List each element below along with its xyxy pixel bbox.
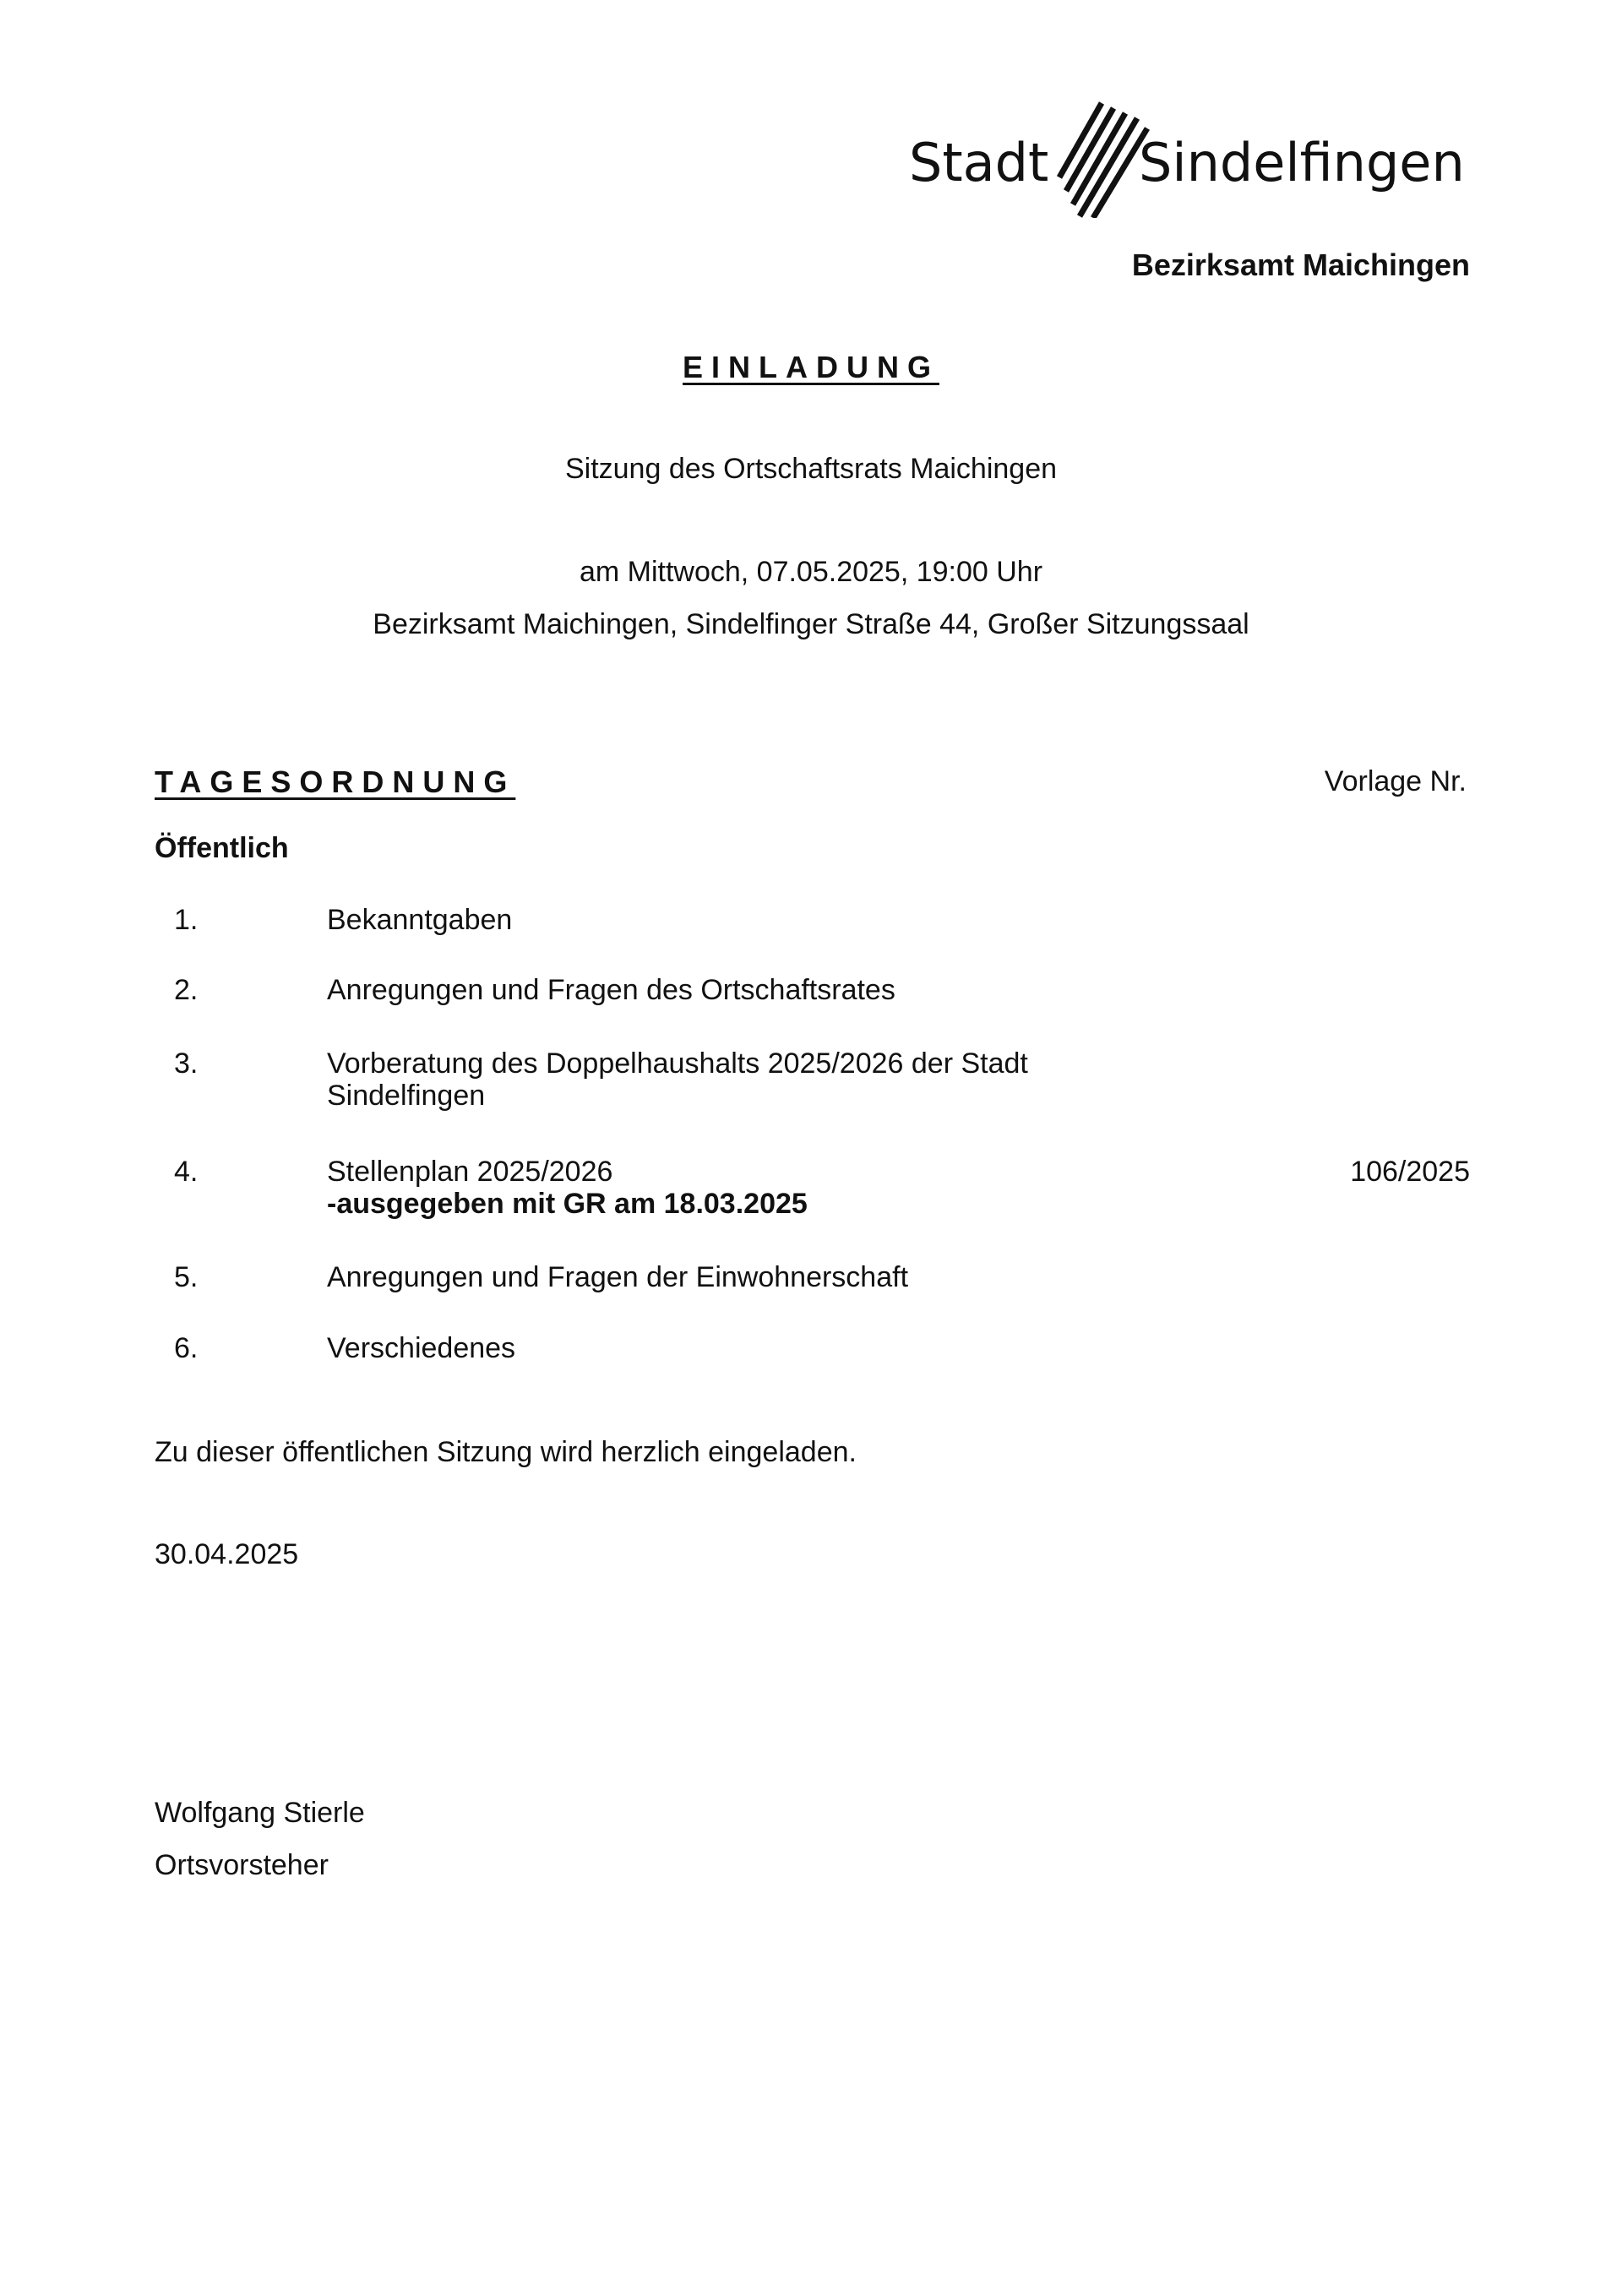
meeting-name: Sitzung des Ortschaftsrats Maichingen bbox=[564, 453, 1058, 485]
closing-invitation-text: Zu dieser öffentlichen Sitzung wird herzlich eingeladen. bbox=[155, 1436, 857, 1468]
signer-role: Ortsvorsteher bbox=[155, 1849, 329, 1881]
logo-word-stadt: Stadt bbox=[909, 132, 1049, 193]
agenda-item-title: Bekanntgaben bbox=[327, 904, 513, 936]
department-name: Bezirksamt Maichingen bbox=[1131, 248, 1470, 282]
agenda-title: TAGESORDNUNG bbox=[155, 764, 516, 799]
agenda-item-number: 5. bbox=[174, 1261, 199, 1293]
document-date: 30.04.2025 bbox=[155, 1538, 299, 1570]
document-title: EINLADUNG bbox=[683, 350, 939, 384]
agenda-item-number: 3. bbox=[174, 1047, 199, 1080]
agenda-item-number: 1. bbox=[174, 904, 199, 936]
logo-word-sindelfingen: Sindelfingen bbox=[1139, 132, 1465, 193]
agenda-item-note: -ausgegeben mit GR am 18.03.2025 bbox=[327, 1188, 808, 1220]
agenda-item-number: 4. bbox=[174, 1156, 199, 1188]
city-logo bbox=[904, 100, 1475, 225]
agenda-item-vorlage-number: 106/2025 bbox=[1350, 1156, 1470, 1188]
meeting-location: Bezirksamt Maichingen, Sindelfinger Straße 44, Großer Sitzungssaal bbox=[373, 608, 1249, 640]
agenda-item-text bbox=[327, 1261, 1087, 1293]
agenda-item-text bbox=[327, 1047, 1087, 1112]
agenda-item-text bbox=[327, 974, 1087, 1006]
meeting-date: am Mittwoch, 07.05.2025, 19:00 Uhr bbox=[579, 556, 1043, 588]
agenda-item-text bbox=[327, 1156, 1087, 1220]
vorlage-column-header: Vorlage Nr. bbox=[1324, 765, 1467, 797]
agenda-item-title: Vorberatung des Doppelhaushalts 2025/2026 der Stadt Sindelfingen bbox=[327, 1047, 1028, 1112]
agenda-item-text bbox=[327, 1332, 1087, 1364]
agenda-item-title: Anregungen und Fragen der Einwohnerschaft bbox=[327, 1261, 909, 1293]
agenda-item-title: Verschiedenes bbox=[327, 1332, 516, 1364]
signer-name: Wolfgang Stierle bbox=[155, 1797, 365, 1829]
agenda-item-title: Stellenplan 2025/2026 bbox=[327, 1156, 613, 1188]
agenda-item-number: 6. bbox=[174, 1332, 199, 1364]
agenda-item-title: Anregungen und Fragen des Ortschaftsrates bbox=[327, 974, 895, 1006]
section-label-public: Öffentlich bbox=[155, 832, 289, 864]
agenda-item-number: 2. bbox=[174, 974, 199, 1006]
agenda-item-text bbox=[327, 904, 1087, 936]
